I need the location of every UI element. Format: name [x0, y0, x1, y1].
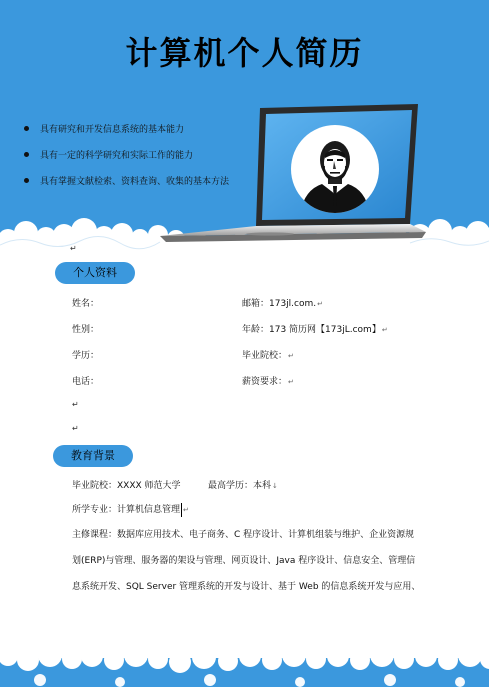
text-cursor [181, 503, 182, 517]
bullet-dot [24, 152, 29, 157]
edu-school: 毕业院校：XXXX 师范大学 [72, 481, 181, 491]
bullet-item: 具有研究和开发信息系统的基本能力 [24, 122, 229, 148]
field-age: 年龄：173 简历网【173jL.com】↵ [242, 325, 388, 335]
paragraph-mark: ↵ [72, 400, 79, 409]
field-name: 姓名： [72, 299, 100, 309]
courses-line: 划(ERP)与管理、服务器的架设与管理、网页设计、Java 程序设计、信息安全、管理信 [72, 556, 416, 566]
bullet-dot [24, 178, 29, 183]
avatar-portrait [290, 124, 380, 214]
bullet-dot [24, 126, 29, 131]
field-email: 邮箱：173jl.com.↵ [242, 299, 323, 309]
field-salary: 薪资要求：↵ [242, 377, 294, 387]
field-education: 学历： [72, 351, 100, 361]
bullet-item: 具有掌握文献检索、资料查询、收集的基本方法 [24, 174, 229, 200]
edu-major: 所学专业：计算机信息管理 ↵ [72, 502, 189, 517]
section-personal-label: 个人资料 [55, 262, 135, 284]
edu-degree: 最高学历：本科↓ [208, 481, 278, 491]
field-gender: 性别： [72, 325, 100, 335]
courses-line: 息系统开发、SQL Server 管理系统的开发与设计、基于 Web 的信息系统开发与应用、 [72, 582, 421, 592]
paragraph-mark: ↵ [72, 424, 79, 433]
paragraph-mark: ↵ [70, 244, 77, 253]
courses-line: 主修课程：数据库应用技术、电子商务、C 程序设计、计算机组装与维护、企业资源规 [72, 530, 415, 540]
resume-title: 计算机个人简历 [125, 34, 364, 72]
edu-courses [72, 522, 422, 600]
field-phone: 电话： [72, 377, 100, 387]
section-education-label: 教育背景 [53, 445, 133, 467]
cloud-border-bottom [0, 640, 489, 687]
bullet-item: 具有一定的科学研究和实际工作的能力 [24, 148, 229, 174]
field-school: 毕业院校：↵ [242, 351, 294, 361]
